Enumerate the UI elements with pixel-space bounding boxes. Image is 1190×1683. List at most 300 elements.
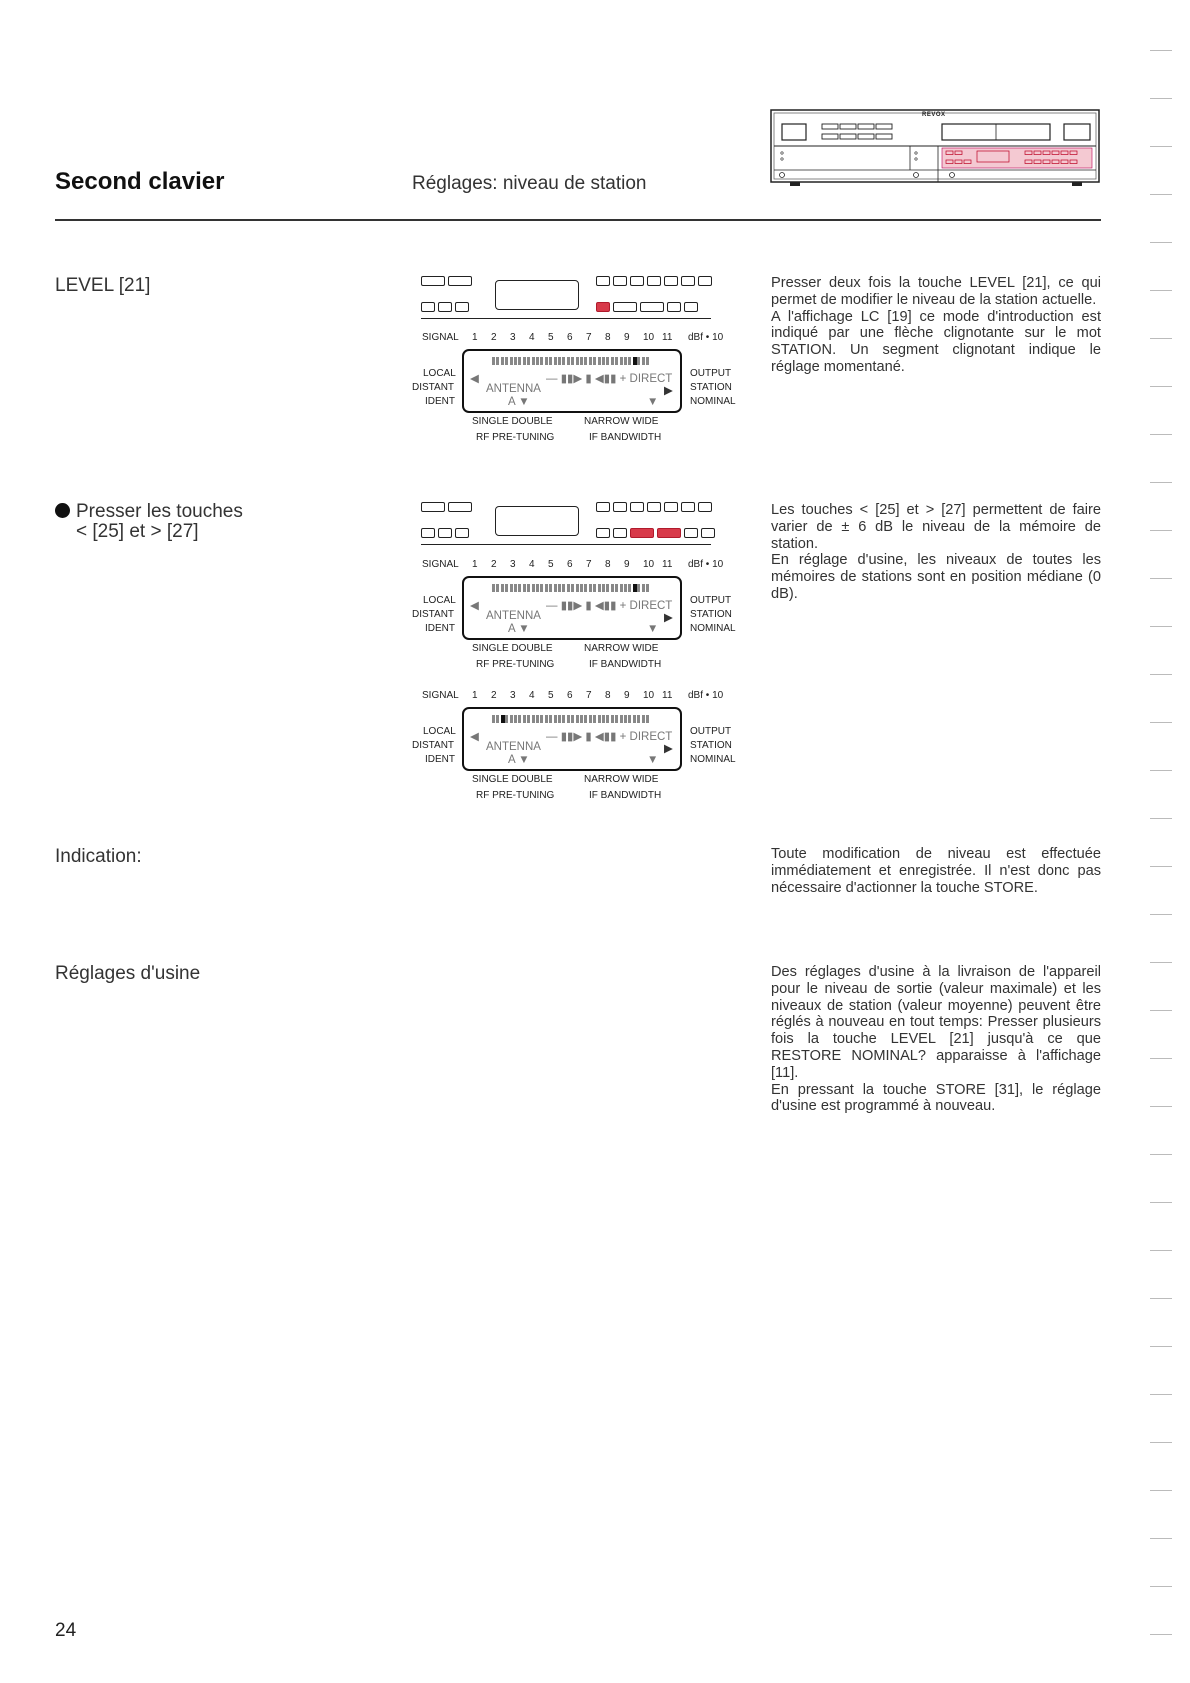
key: [647, 276, 661, 286]
page-title: Second clavier: [55, 168, 225, 195]
station-arrow-icon: ▶: [664, 385, 673, 397]
lcd-segment: [602, 715, 605, 723]
signal-label: SIGNAL: [422, 559, 459, 570]
lcd-segment: [637, 584, 640, 592]
key: [448, 502, 472, 512]
output-label: OUTPUT: [690, 595, 732, 606]
antenna-indicator: ANTENNA: [486, 383, 541, 395]
text-factory-settings: [771, 964, 1101, 1115]
lcd-segment: [514, 357, 517, 365]
lcd-segment: [624, 715, 627, 723]
key: [647, 502, 661, 512]
lcd-segment: [554, 715, 557, 723]
antenna-indicator: ANTENNA: [486, 610, 541, 622]
narrow-wide-label: NARROW WIDE: [584, 774, 659, 785]
scale-tick-label: 6: [567, 559, 573, 570]
label-line: < [25] et > [27]: [76, 521, 199, 542]
margin-tick: [1150, 1010, 1172, 1011]
lcd-segment: [628, 584, 631, 592]
key: [613, 276, 627, 286]
scale-tick-label: 5: [548, 332, 554, 343]
single-double-label: SINGLE DOUBLE: [472, 774, 553, 785]
key: [596, 502, 610, 512]
key: [455, 302, 469, 312]
nominal-label: NOMINAL: [690, 396, 736, 407]
margin-tick: [1150, 674, 1172, 675]
text-press-keys: [771, 502, 1101, 603]
lcd-display-2: [412, 557, 742, 677]
scale-tick-label: 10: [643, 332, 655, 343]
label-factory-settings: Réglages d'usine: [55, 963, 201, 984]
margin-tick: [1150, 1346, 1172, 1347]
margin-tick: [1150, 242, 1172, 243]
lcd-segment: [549, 357, 552, 365]
lcd-segment: [558, 715, 561, 723]
scale-tick-label: 9: [624, 559, 630, 570]
lcd-segment: [496, 584, 499, 592]
scale-tick-label: 1: [472, 332, 478, 343]
rf-pretuning-label: RF PRE-TUNING: [476, 659, 555, 670]
page-number: 24: [55, 1620, 77, 1641]
key: [630, 276, 644, 286]
lcd-display-3: [412, 688, 742, 808]
lcd-segment: [492, 584, 495, 592]
lcd-screen: [462, 576, 682, 640]
keypad-1: [421, 276, 726, 326]
lcd-segment: [593, 584, 596, 592]
station-label: STATION: [690, 609, 732, 620]
scale-tick-label: 1: [472, 690, 478, 701]
lcd-segment: [514, 584, 517, 592]
dbf-label: dBf • 10: [688, 559, 724, 570]
key: [438, 302, 452, 312]
lcd-segment: [615, 584, 618, 592]
scale-tick-label: 11: [662, 559, 673, 570]
lcd-segment: [584, 715, 587, 723]
signal-bar-segments: [492, 584, 652, 592]
lcd-segment: [642, 357, 645, 365]
margin-tick: [1150, 962, 1172, 963]
scale-tick-label: 3: [510, 559, 516, 570]
margin-tick: [1150, 1394, 1172, 1395]
lcd-segment: [518, 357, 521, 365]
margin-tick: [1150, 626, 1172, 627]
narrow-wide-label: NARROW WIDE: [584, 416, 659, 427]
margin-tick: [1150, 1250, 1172, 1251]
lcd-segment: [633, 715, 636, 723]
key: [421, 276, 445, 286]
key: [698, 276, 712, 286]
lcd-segment: [602, 584, 605, 592]
lcd-segment: [501, 357, 504, 365]
page-subtitle: Réglages: niveau de station: [412, 173, 647, 194]
text-indication: [771, 846, 1101, 896]
lcd-segment: [628, 715, 631, 723]
key: [421, 528, 435, 538]
signal-label: SIGNAL: [422, 332, 459, 343]
keypad-window: [495, 280, 579, 310]
lcd-segment: [620, 357, 623, 365]
distant-label: DISTANT: [412, 382, 455, 393]
lcd-segment: [549, 715, 552, 723]
antenna-indicator: ANTENNA: [486, 741, 541, 753]
lcd-segment: [558, 584, 561, 592]
ident-label: IDENT: [425, 754, 455, 765]
lcd-segment: [527, 584, 530, 592]
single-double-label: SINGLE DOUBLE: [472, 643, 553, 654]
lcd-segment: [562, 357, 565, 365]
lcd-segment: [527, 357, 530, 365]
lcd-segment: [514, 715, 517, 723]
margin-tick: [1150, 1586, 1172, 1587]
lcd-segment: [567, 715, 570, 723]
lcd-segment: [527, 715, 530, 723]
lcd-segment: [518, 715, 521, 723]
lcd-segment: [593, 357, 596, 365]
lcd-segment: [545, 357, 548, 365]
lcd-segment: [637, 357, 640, 365]
lcd-segment: [633, 357, 637, 365]
if-bandwidth-label: IF BANDWIDTH: [589, 790, 662, 801]
scale-tick-label: 5: [548, 690, 554, 701]
increase-key-lit: [657, 528, 681, 538]
lcd-segment: [606, 715, 609, 723]
lcd-segment: [536, 357, 539, 365]
margin-tick: [1150, 50, 1172, 51]
left-arrow-icon: ◀: [470, 373, 479, 385]
lcd-segment: [567, 357, 570, 365]
lcd-segment: [580, 715, 583, 723]
key: [684, 302, 698, 312]
key: [681, 276, 695, 286]
scale-tick-label: 7: [586, 559, 592, 570]
lcd-segment: [562, 584, 565, 592]
lcd-segment: [598, 715, 601, 723]
lcd-segment: [505, 715, 508, 723]
margin-tick: [1150, 1058, 1172, 1059]
lcd-segment: [505, 584, 508, 592]
margin-tick: [1150, 1442, 1172, 1443]
lcd-segment: [562, 715, 565, 723]
output-label: OUTPUT: [690, 368, 732, 379]
nominal-label: NOMINAL: [690, 623, 736, 634]
lcd-segment: [505, 357, 508, 365]
key: [684, 528, 698, 538]
lcd-segment: [593, 715, 596, 723]
margin-tick: [1150, 98, 1172, 99]
lcd-display-1: [412, 330, 742, 450]
lcd-segment: [580, 584, 583, 592]
rf-pretuning-label: RF PRE-TUNING: [476, 432, 555, 443]
scale-tick-label: 8: [605, 332, 611, 343]
scale-tick-label: 2: [491, 332, 497, 343]
scale-tick-label: 5: [548, 559, 554, 570]
margin-tick: [1150, 818, 1172, 819]
header-rule: [55, 219, 1101, 221]
lcd-segment: [536, 715, 539, 723]
down-arrow-icon: ▼: [647, 396, 659, 408]
margin-tick: [1150, 1154, 1172, 1155]
margin-tick: [1150, 578, 1172, 579]
lcd-segment: [540, 357, 543, 365]
lcd-segment: [518, 584, 521, 592]
margin-tick: [1150, 482, 1172, 483]
margin-tick: [1150, 1490, 1172, 1491]
if-bandwidth-label: IF BANDWIDTH: [589, 432, 662, 443]
scale-tick-label: 3: [510, 332, 516, 343]
lcd-segment: [615, 357, 618, 365]
signal-bar-segments: [492, 715, 652, 723]
signal-label: SIGNAL: [422, 690, 459, 701]
ident-label: IDENT: [425, 623, 455, 634]
lcd-segment: [584, 357, 587, 365]
output-label: OUTPUT: [690, 726, 732, 737]
scale-tick-label: 2: [491, 690, 497, 701]
key: [698, 502, 712, 512]
local-label: LOCAL: [423, 368, 456, 379]
key: [664, 276, 678, 286]
signal-bar-segments: [492, 357, 652, 365]
lcd-segment: [589, 357, 592, 365]
margin-tick: [1150, 866, 1172, 867]
margin-tick: [1150, 770, 1172, 771]
paragraph: En pressant la touche STORE [31], le réglage d'usine est programmé à nouveau.: [771, 1081, 1101, 1115]
lcd-segment: [637, 715, 640, 723]
key: [438, 528, 452, 538]
key: [701, 528, 715, 538]
key: [613, 302, 637, 312]
label-indication: Indication:: [55, 846, 142, 867]
left-arrow-icon: ◀: [470, 600, 479, 612]
margin-tick: [1150, 1106, 1172, 1107]
lcd-segment: [584, 584, 587, 592]
lcd-segment: [554, 357, 557, 365]
lcd-segment: [606, 357, 609, 365]
paragraph: A l'affichage LC [19] ce mode d'introduction est indiqué par une flèche clignotante sur le mot STATION. Un segment clignotant indique le réglage momentané.: [771, 308, 1101, 375]
label-level: LEVEL [21]: [55, 275, 151, 296]
paragraph: Toute modification de niveau est effectuée immédiatement et enregistrée. Il n'est donc pas nécessaire d'actionner la touche STORE.: [771, 846, 1101, 896]
lcd-segment: [523, 357, 526, 365]
lcd-segment: [510, 584, 513, 592]
dbf-label: dBf • 10: [688, 332, 724, 343]
margin-tick: [1150, 1634, 1172, 1635]
lcd-segment: [532, 584, 535, 592]
scale-tick-label: 4: [529, 332, 535, 343]
key: [448, 276, 472, 286]
lcd-segment: [558, 357, 561, 365]
scale-tick-label: 8: [605, 690, 611, 701]
lcd-segment: [589, 584, 592, 592]
lcd-segment: [501, 715, 505, 723]
lcd-segment: [633, 584, 637, 592]
lcd-segment: [571, 715, 574, 723]
ident-label: IDENT: [425, 396, 455, 407]
scale-tick-label: 11: [662, 332, 673, 343]
distant-label: DISTANT: [412, 609, 455, 620]
scale-tick-label: 1: [472, 559, 478, 570]
keypad-baseline: [421, 544, 711, 545]
lcd-segment: [611, 715, 614, 723]
lcd-segment: [598, 584, 601, 592]
paragraph: Des réglages d'usine à la livraison de l'appareil pour le niveau de sortie (valeur maximale) et les niveaux de station (valeur moyenne) peuvent être réglés à nouveau en tout temps: Presser plusieurs fois la touche LEVEL [21] jusqu'à ce que RESTORE NOMINAL? apparaisse à l'affichage [11].: [771, 964, 1101, 1081]
lcd-segment: [496, 715, 499, 723]
key: [681, 502, 695, 512]
scale-tick-label: 3: [510, 690, 516, 701]
station-arrow-icon: ▶: [664, 612, 673, 624]
scale-tick-label: 10: [643, 559, 655, 570]
left-arrow-icon: ◀: [470, 731, 479, 743]
key: [455, 528, 469, 538]
key: [421, 302, 435, 312]
label-line: Presser les touches: [76, 501, 243, 522]
keypad-2: [421, 502, 726, 552]
dbf-label: dBf • 10: [688, 690, 724, 701]
lcd-segment: [646, 715, 649, 723]
lcd-segment: [496, 357, 499, 365]
margin-tick: [1150, 194, 1172, 195]
lcd-segment: [576, 584, 579, 592]
lcd-segment: [611, 357, 614, 365]
narrow-wide-label: NARROW WIDE: [584, 643, 659, 654]
nominal-label: NOMINAL: [690, 754, 736, 765]
direct-indicator: — ▮▮▶ ▮ ◀▮▮ + DIRECT: [546, 600, 673, 612]
key: [596, 528, 610, 538]
local-label: LOCAL: [423, 726, 456, 737]
direct-indicator: — ▮▮▶ ▮ ◀▮▮ + DIRECT: [546, 731, 673, 743]
lcd-segment: [642, 715, 645, 723]
lcd-segment: [545, 584, 548, 592]
lcd-segment: [545, 715, 548, 723]
tuner-front-panel: [770, 108, 1100, 192]
paragraph: Presser deux fois la touche LEVEL [21], ce qui permet de modifier le niveau de la station actuelle.: [771, 275, 1101, 308]
scale-tick-label: 9: [624, 690, 630, 701]
lcd-segment: [602, 357, 605, 365]
margin-tick: [1150, 290, 1172, 291]
margin-tick: [1150, 338, 1172, 339]
lcd-segment: [571, 357, 574, 365]
lcd-segment: [554, 584, 557, 592]
lcd-segment: [646, 357, 649, 365]
lcd-segment: [501, 584, 504, 592]
lcd-segment: [580, 357, 583, 365]
lcd-segment: [628, 357, 631, 365]
key: [421, 502, 445, 512]
lcd-segment: [510, 715, 513, 723]
station-label: STATION: [690, 740, 732, 751]
key: [640, 302, 664, 312]
lcd-segment: [567, 584, 570, 592]
lcd-segment: [532, 715, 535, 723]
margin-tick: [1150, 1538, 1172, 1539]
lcd-segment: [549, 584, 552, 592]
lcd-segment: [624, 584, 627, 592]
lcd-segment: [576, 715, 579, 723]
local-label: LOCAL: [423, 595, 456, 606]
margin-tick: [1150, 722, 1172, 723]
margin-tick: [1150, 386, 1172, 387]
lcd-segment: [606, 584, 609, 592]
margin-tick: [1150, 1202, 1172, 1203]
scale-tick-label: 2: [491, 559, 497, 570]
antenna-sub: A ▼: [508, 623, 530, 635]
scale-tick-label: 4: [529, 559, 535, 570]
lcd-segment: [646, 584, 649, 592]
distant-label: DISTANT: [412, 740, 455, 751]
down-arrow-icon: ▼: [647, 623, 659, 635]
margin-tick: [1150, 530, 1172, 531]
lcd-segment: [532, 357, 535, 365]
margin-tick: [1150, 146, 1172, 147]
down-arrow-icon: ▼: [647, 754, 659, 766]
lcd-segment: [576, 357, 579, 365]
keypad-baseline: [421, 318, 711, 319]
lcd-segment: [492, 357, 495, 365]
key: [630, 502, 644, 512]
scale-tick-label: 7: [586, 690, 592, 701]
lcd-segment: [620, 584, 623, 592]
scale-tick-label: 4: [529, 690, 535, 701]
margin-tick: [1150, 914, 1172, 915]
lcd-segment: [642, 584, 645, 592]
key: [613, 502, 627, 512]
lcd-segment: [540, 715, 543, 723]
lcd-segment: [611, 584, 614, 592]
label-press-keys: [55, 502, 243, 542]
lcd-segment: [492, 715, 495, 723]
level-key-lit: [596, 302, 610, 312]
lcd-segment: [523, 715, 526, 723]
scale-tick-label: 6: [567, 690, 573, 701]
scale-tick-label: 7: [586, 332, 592, 343]
lcd-segment: [540, 584, 543, 592]
lcd-segment: [510, 357, 513, 365]
lcd-segment: [598, 357, 601, 365]
lcd-segment: [589, 715, 592, 723]
key: [596, 276, 610, 286]
lcd-segment: [615, 715, 618, 723]
lcd-segment: [571, 584, 574, 592]
decrease-key-lit: [630, 528, 654, 538]
panel-brand: REVOX: [922, 112, 946, 118]
paragraph: Les touches < [25] et > [27] permettent de faire varier de ± 6 dB le niveau de la mémoire de station.: [771, 502, 1101, 552]
antenna-sub: A ▼: [508, 396, 530, 408]
key: [664, 502, 678, 512]
bullet-icon: [55, 503, 70, 518]
lcd-segment: [624, 357, 627, 365]
scale-tick-label: 8: [605, 559, 611, 570]
single-double-label: SINGLE DOUBLE: [472, 416, 553, 427]
rf-pretuning-label: RF PRE-TUNING: [476, 790, 555, 801]
margin-tick: [1150, 1298, 1172, 1299]
lcd-segment: [620, 715, 623, 723]
key: [667, 302, 681, 312]
lcd-screen: [462, 349, 682, 413]
lcd-segment: [536, 584, 539, 592]
direct-indicator: — ▮▮▶ ▮ ◀▮▮ + DIRECT: [546, 373, 673, 385]
lcd-segment: [523, 584, 526, 592]
if-bandwidth-label: IF BANDWIDTH: [589, 659, 662, 670]
station-label: STATION: [690, 382, 732, 393]
antenna-sub: A ▼: [508, 754, 530, 766]
station-arrow-icon: ▶: [664, 743, 673, 755]
scale-tick-label: 6: [567, 332, 573, 343]
scale-tick-label: 11: [662, 690, 673, 701]
key: [613, 528, 627, 538]
keypad-window: [495, 506, 579, 536]
margin-tick: [1150, 434, 1172, 435]
scale-tick-label: 9: [624, 332, 630, 343]
lcd-screen: [462, 707, 682, 771]
